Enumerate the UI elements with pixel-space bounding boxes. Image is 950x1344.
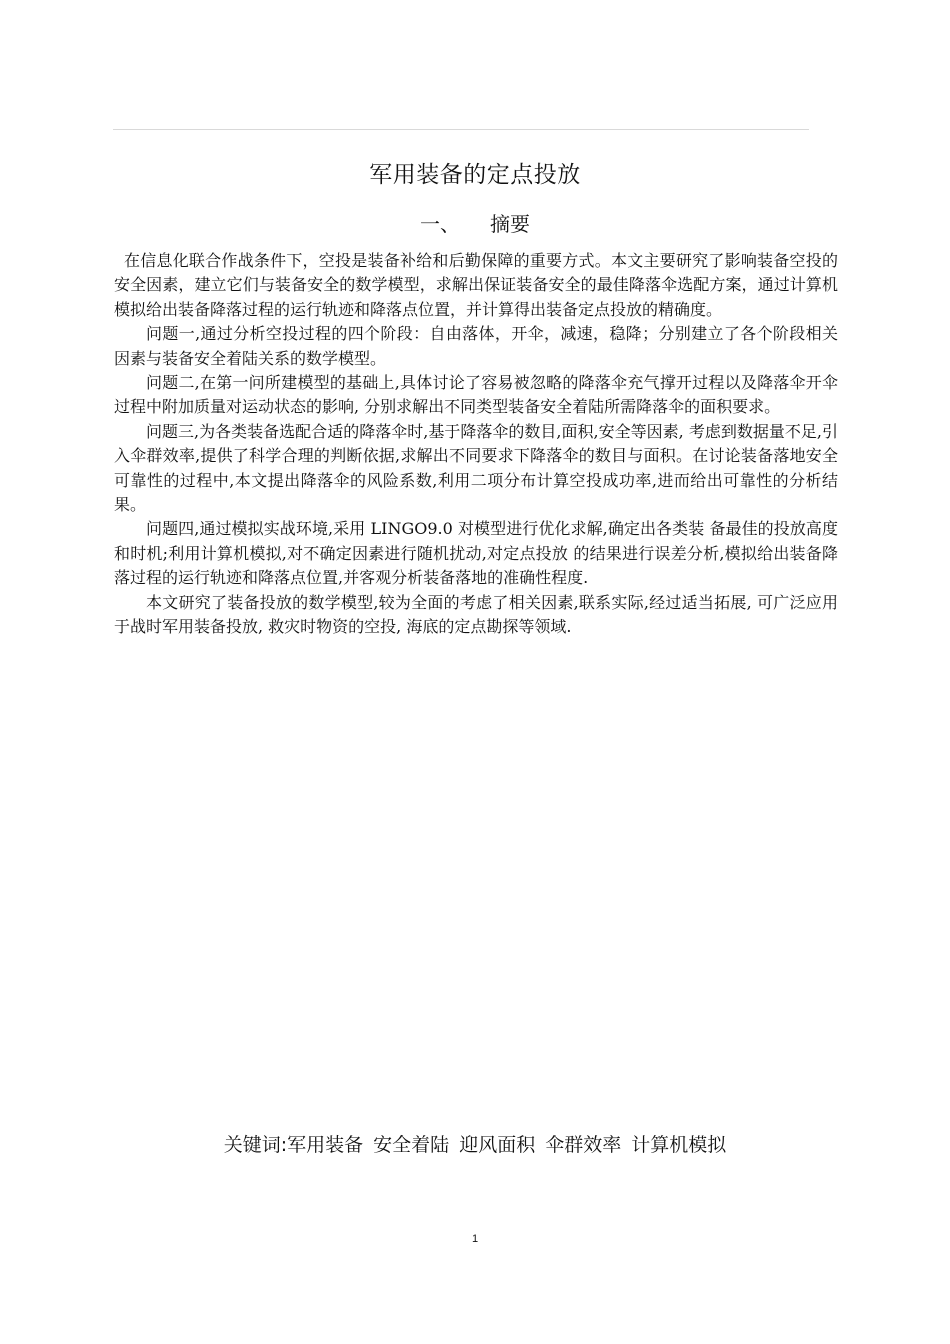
section-number: 一、 [420, 212, 460, 236]
header-rule [113, 129, 809, 130]
abstract-paragraph-conclusion: 本文研究了装备投放的数学模型,较为全面的考虑了相关因素,联系实际,经过适当拓展, 可广泛应用于战时军用装备投放, 救灾时物资的空投, 海底的定点勘探等领域. [114, 592, 838, 637]
abstract-paragraph-intro: 在信息化联合作战条件下，空投是装备补给和后勤保障的重要方式。本文主要研究了影响装备空投的安全因素，建立它们与装备安全的数学模型，求解出保证装备安全的最佳降落伞选配方案，通过计算机模拟给出装备降落过程的运行轨迹和降落点位置，并计算得出装备定点投放的精确度。 [114, 251, 838, 319]
section-title: 摘要 [490, 212, 530, 236]
section-heading [0, 209, 950, 239]
keywords-label: 关键词: [223, 1134, 288, 1156]
abstract-paragraph-q1: 问题一,通过分析空投过程的四个阶段：自由落体，开伞，减速，稳降；分别建立了各个阶段相关因素与装备安全着陆关系的数学模型。 [114, 324, 838, 368]
keywords-line [0, 1130, 950, 1160]
keyword: 安全着陆 [373, 1134, 450, 1156]
abstract-paragraph-q3: 问题三,为各类装备选配合适的降落伞时,基于降落伞的数目,面积,安全等因素, 考虑到数据量不足,引入伞群效率,提供了科学合理的判断依据,求解出不同要求下降落伞的数目与面积。在讨论装备落地安全可靠性的过程中,本文提出降落伞的风险系数,利用二项分布计算空投成功率,进而给出可靠性的分析结果。 [114, 421, 838, 515]
keyword: 伞群效率 [545, 1134, 622, 1156]
keyword: 迎风面积 [459, 1134, 536, 1156]
document-title: 军用装备的定点投放 [369, 162, 581, 188]
page-number: 1 [471, 1233, 479, 1245]
keyword: 计算机模拟 [631, 1134, 727, 1156]
abstract-body [114, 249, 838, 640]
abstract-paragraph-q2: 问题二,在第一问所建模型的基础上,具体讨论了容易被忽略的降落伞充气撑开过程以及降落伞开伞过程中附加质量对运动状态的影响, 分别求解出不同类型装备安全着陆所需降落伞的面积要求。 [114, 373, 838, 417]
abstract-paragraph-q4: 问题四,通过模拟实战环境,采用 LINGO9.0 对模型进行优化求解,确定出各类装 备最佳的投放高度和时机;利用计算机模拟,对不确定因素进行随机扰动,对定点投放 的结果进行误差分析,模拟给出装备降落过程的运行轨迹和降落点位置,并客观分析装备落地的准确性程度. [114, 519, 838, 588]
keyword: 军用装备 [287, 1134, 364, 1156]
